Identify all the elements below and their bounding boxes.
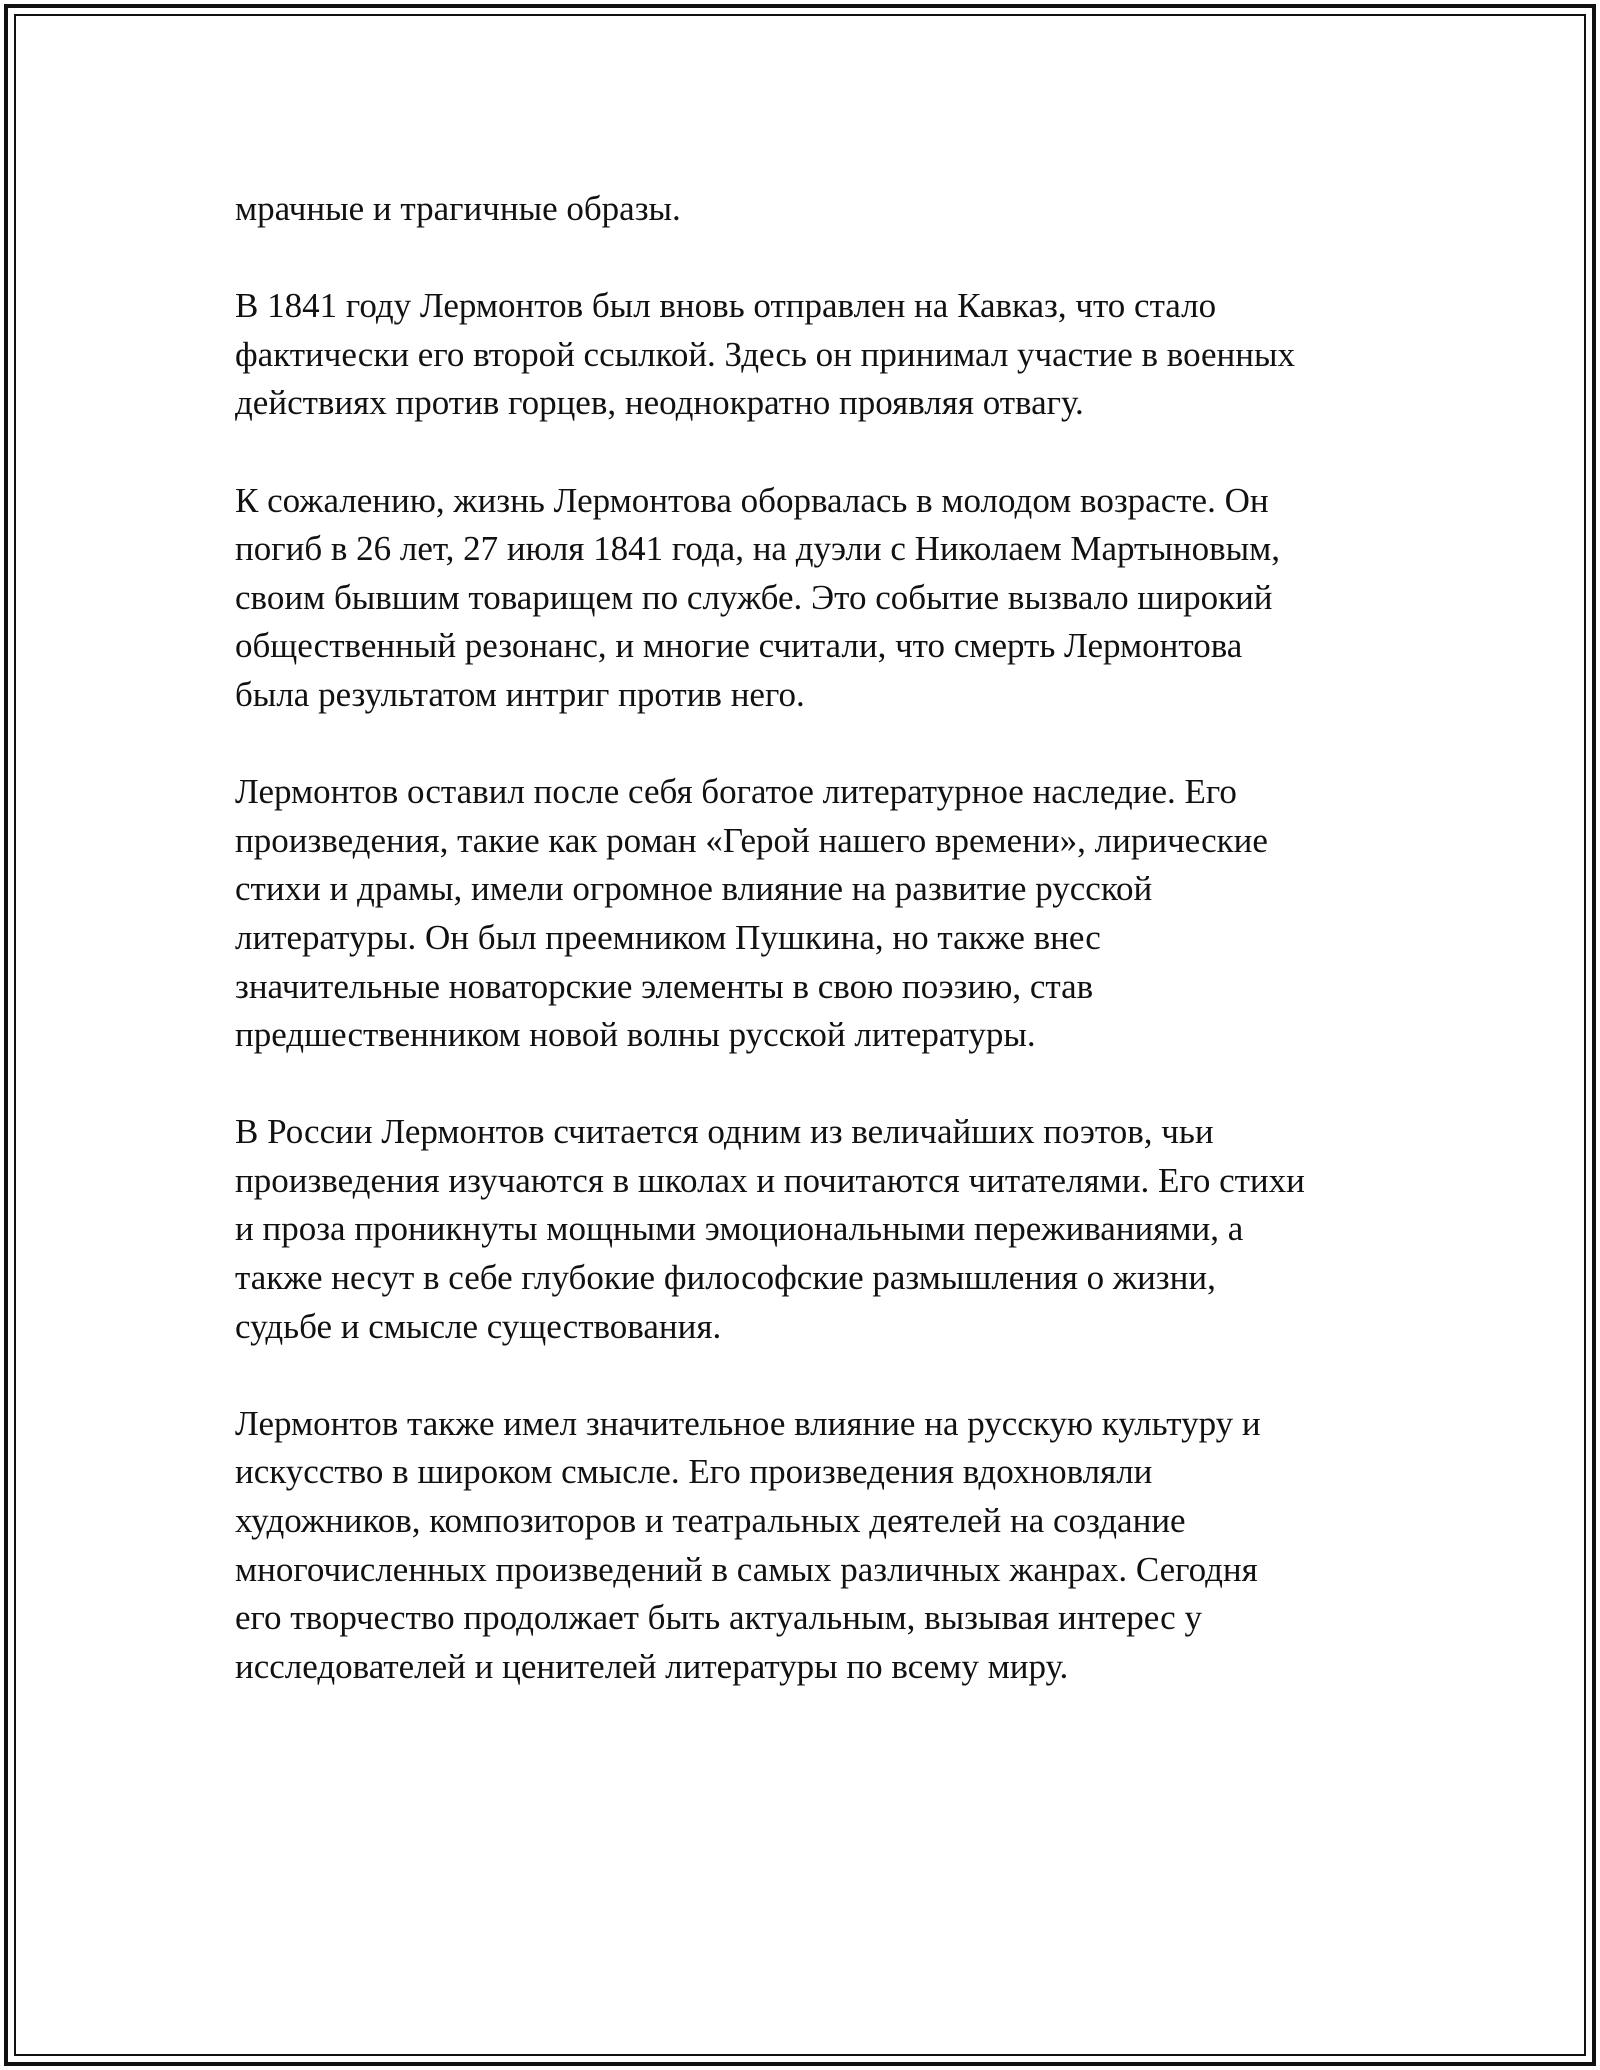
document-body bbox=[235, 185, 1380, 1740]
text-line: своим бывшим товарищем по службе. Это событие вызвало широкий bbox=[235, 577, 1273, 617]
text-line: общественный резонанс, и многие считали, что смерть Лермонтова bbox=[235, 626, 1243, 666]
text-line: и проза проникнуты мощными эмоциональными переживаниями, а bbox=[235, 1209, 1244, 1249]
text-line: судьбе и смысле существования. bbox=[235, 1306, 722, 1346]
text-line: Лермонтов также имел значительное влияние на русскую культуру и bbox=[235, 1403, 1261, 1443]
text-line: его творчество продолжает быть актуальным, вызывая интерес у bbox=[235, 1598, 1202, 1638]
text-line: значительные новаторские элементы в свою поэзию, став bbox=[235, 966, 1094, 1006]
text-line: литературы. Он был преемником Пушкина, но также внес bbox=[235, 917, 1101, 957]
text-line: мрачные и трагичные образы. bbox=[235, 189, 681, 228]
text-line: стихи и драмы, имели огромное влияние на развитие русской bbox=[235, 869, 1153, 909]
paragraph-3 bbox=[235, 477, 1380, 720]
text-line: художников, композиторов и театральных деятелей на создание bbox=[235, 1501, 1186, 1541]
text-line: также несут в себе глубокие философские размышления о жизни, bbox=[235, 1258, 1216, 1298]
text-line: искусство в широком смысле. Его произведения вдохновляли bbox=[235, 1452, 1153, 1492]
paragraph-6 bbox=[235, 1400, 1380, 1692]
text-line: многочисленных произведений в самых различных жанрах. Сегодня bbox=[235, 1549, 1258, 1589]
paragraph-2 bbox=[235, 282, 1380, 428]
paragraph-1 bbox=[235, 185, 1380, 234]
text-line: произведения изучаются в школах и почитаются читателями. Его стихи bbox=[235, 1160, 1305, 1200]
text-line: произведения, такие как роман «Герой нашего времени», лирические bbox=[235, 820, 1268, 860]
text-line: погиб в 26 лет, 27 июля 1841 года, на дуэли с Николаем Мартыновым, bbox=[235, 529, 1281, 569]
text-line: В России Лермонтов считается одним из величайших поэтов, чьи bbox=[235, 1112, 1214, 1152]
text-line: действиях против горцев, неоднократно проявляя отвагу. bbox=[235, 383, 1084, 423]
text-line: В 1841 году Лермонтов был вновь отправлен на Кавказ, что стало bbox=[235, 286, 1217, 326]
text-line: фактически его второй ссылкой. Здесь он принимал участие в военных bbox=[235, 334, 1296, 374]
text-line: К сожалению, жизнь Лермонтова оборвалась в молодом возрасте. Он bbox=[235, 480, 1269, 520]
text-line: была результатом интриг против него. bbox=[235, 674, 805, 714]
text-line: предшественником новой волны русской литературы. bbox=[235, 1015, 1036, 1055]
paragraph-5 bbox=[235, 1108, 1380, 1351]
text-line: исследователей и ценителей литературы по всему миру. bbox=[235, 1646, 1069, 1686]
text-line: Лермонтов оставил после себя богатое литературное наследие. Его bbox=[235, 772, 1237, 812]
paragraph-4 bbox=[235, 768, 1380, 1060]
